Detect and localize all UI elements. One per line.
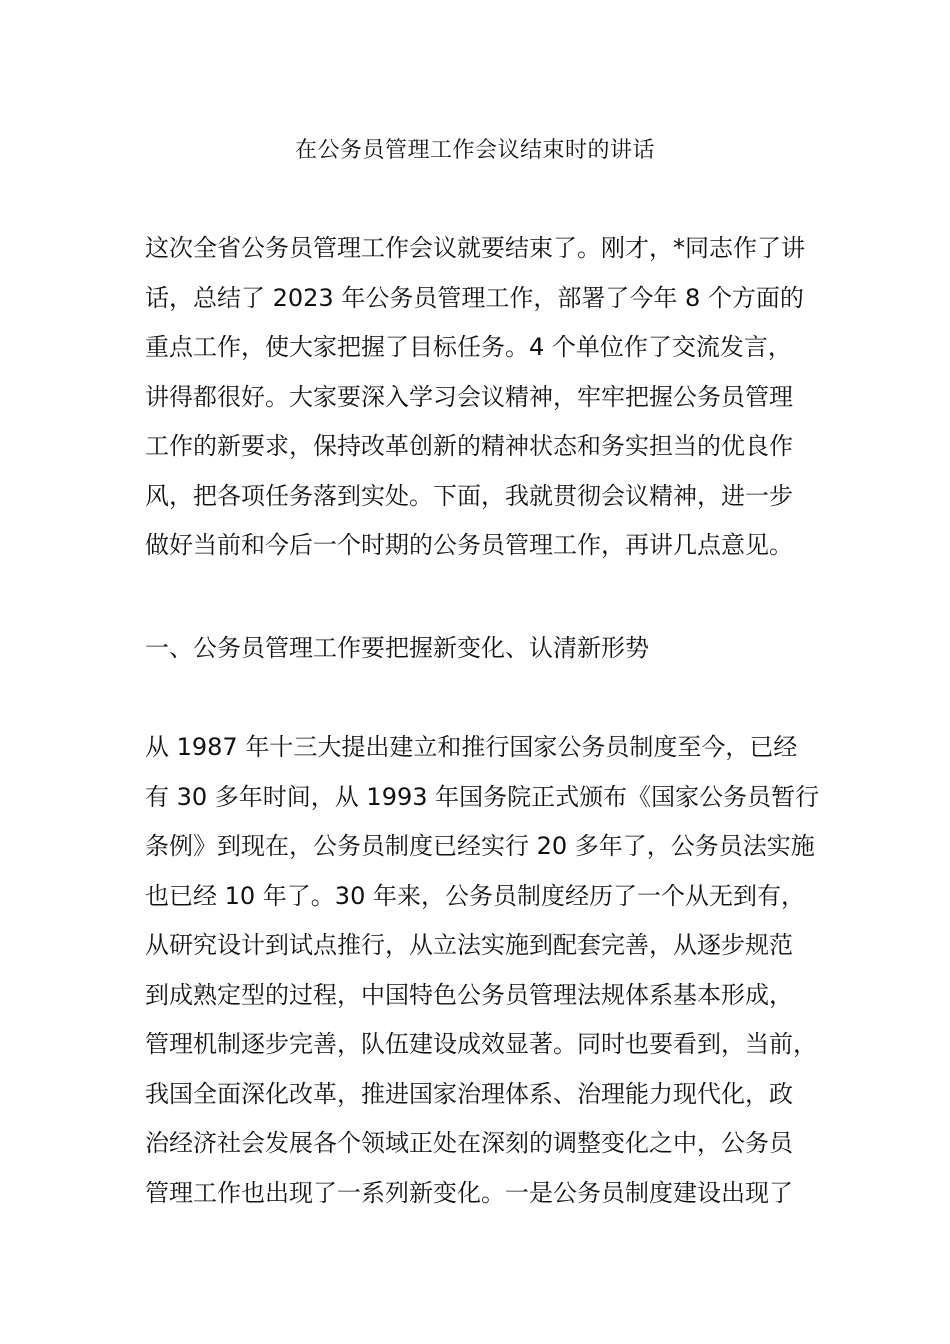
paragraph-line: 重点工作，使大家把握了目标任务。4 个单位作了交流发言， xyxy=(145,333,792,361)
paragraph-line: 我国全面深化改革，推进国家治理体系、治理能力现代化，政 xyxy=(145,1079,793,1108)
paragraph-line: 治经济社会发展各个领域正处在深刻的调整变化之中，公务员 xyxy=(145,1129,793,1157)
paragraph-line: 到成熟定型的过程，中国特色公务员管理法规体系基本形成， xyxy=(145,980,793,1009)
paragraph-line: 话，总结了 2023 年公务员管理工作，部署了今年 8 个方面的 xyxy=(145,283,804,312)
section-heading xyxy=(145,624,825,674)
paragraph-line: 管理机制逐步完善，队伍建设成效显著。同时也要看到，当前， xyxy=(145,1030,817,1058)
paragraph-line: 从研究设计到试点推行，从立法实施到配套完善，从逐步规范 xyxy=(145,931,793,959)
paragraph-line: 管理工作也出现了一系列新变化。一是公务员制度建设出现了 xyxy=(145,1178,793,1207)
paragraph-line: 风，把各项任务落到实处。下面，我就贯彻会议精神，进一步 xyxy=(145,481,793,510)
paragraph-line: 讲得都很好。大家要深入学习会议精神，牢牢把握公务员管理 xyxy=(145,382,793,411)
paragraph-line: 也已经 10 年了。30 年来，公务员制度经历了一个从无到有， xyxy=(145,881,805,910)
section-heading-text: 一、公务员管理工作要把握新变化、认清新形势 xyxy=(145,634,649,662)
section-paragraph xyxy=(145,723,825,1218)
paragraph-line: 工作的新要求，保持改革创新的精神状态和务实担当的优良作 xyxy=(145,432,793,460)
paragraph-line: 有 30 多年时间，从 1993 年国务院正式颁布《国家公务员暂行 xyxy=(145,782,820,811)
document-title: 在公务员管理工作会议结束时的讲话 xyxy=(294,138,655,163)
paragraph-line: 从 1987 年十三大提出建立和推行国家公务员制度至今，已经 xyxy=(145,733,798,761)
paragraph-line: 做好当前和今后一个时期的公务员管理工作，再讲几点意见。 xyxy=(145,531,793,559)
opening-paragraph xyxy=(145,224,825,571)
paragraph-line: 条例》到现在，公务员制度已经实行 20 多年了，公务员法实施 xyxy=(145,832,815,860)
paragraph-line: 这次全省公务员管理工作会议就要结束了。刚才，*同志作了讲 xyxy=(145,234,805,262)
